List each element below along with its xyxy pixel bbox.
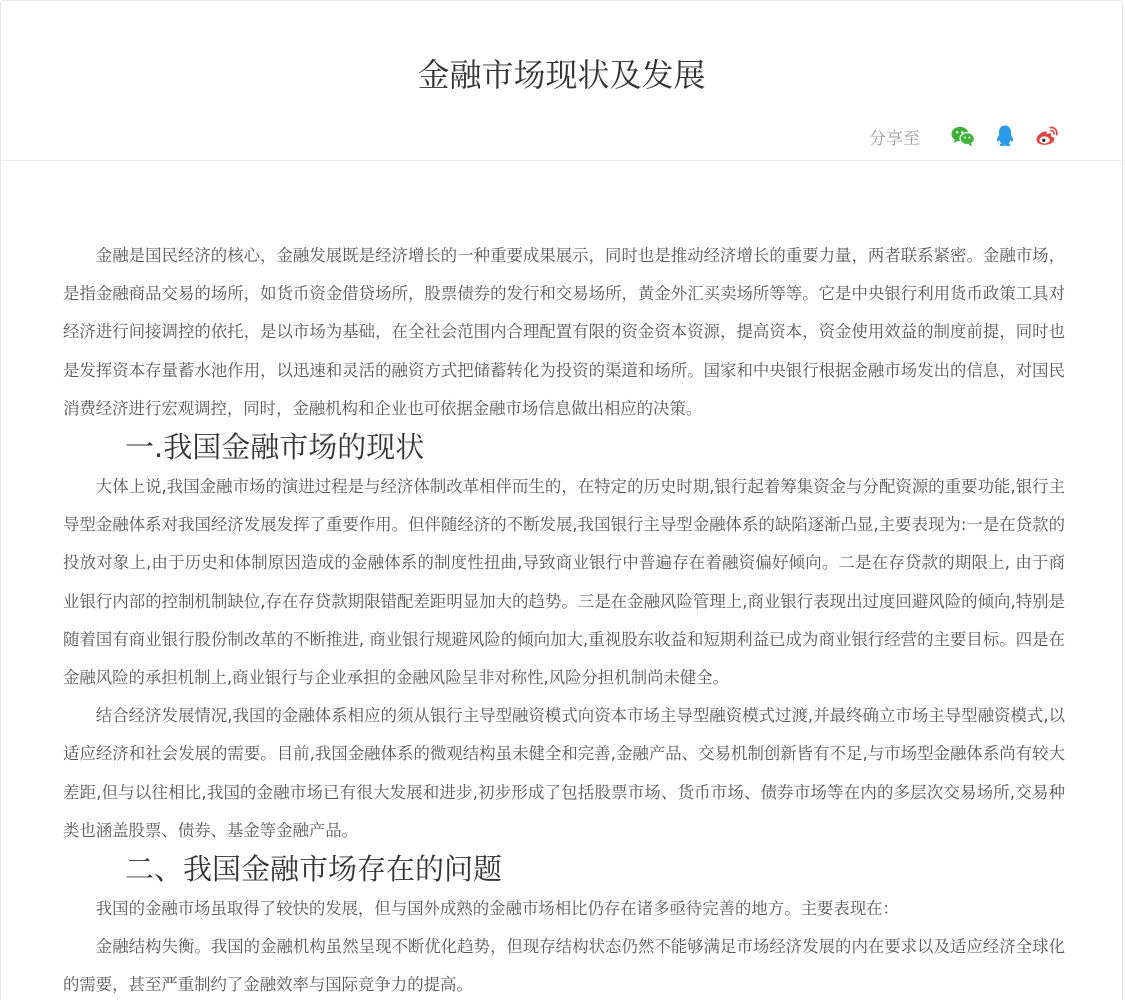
weibo-icon[interactable] [1034,123,1060,149]
qq-icon[interactable] [992,123,1018,149]
paragraph-status-summary: 结合经济发展情况,我国的金融体系相应的须从银行主导型融资模式向资本市场主导型融资模式过渡,并最终确立市场主导型融资模式,以适应经济和社会发展的需要。目前,我国金融体系的微观结构虽未健全和完善,金融产品、交易机制创新皆有不足,与市场型金融体系尚有较大差距,但与以往相比,我国的金融市场已有很大发展和进步,初步形成了包括股票市场、货币市场、债券市场等在内的多层次交易场所,交易种类也涵盖股票、债券、基金等金融产品。 [63,706,1065,840]
intro-paragraph: 金融是国民经济的核心，金融发展既是经济增长的一种重要成果展示，同时也是推动经济增长的重要力量，两者联系紧密。金融市场，是指金融商品交易的场所，如货币资金借贷场所，股票债券的发行和交易场所，黄金外汇买卖场所等等。它是中央银行利用货币政策工具对经济进行间接调控的依托，是以市场为基础，在全社会范围内合理配置有限的资金资本资源，提高资本，资金使用效益的制度前提，同时也是发挥资本存量蓄水池作用，以迅速和灵活的融资方式把储蓄转化为投资的渠道和场所。国家和中央银行根据金融市场发出的信息，对国民消费经济进行宏观调控，同时，金融机构和企业也可依据金融市场信息做出相应的决策。 [63,246,1065,418]
paragraph-structure-imbalance: 金融结构失衡。我国的金融机构虽然呈现不断优化趋势，但现存结构状态仍然不能够满足市场经济发展的内在要求以及适应经济全球化的需要，甚至严重制约了金融效率与国际竞争力的提高。 [63,937,1065,995]
article-body [63,237,1065,1000]
page-title: 金融市场现状及发展 [417,56,706,94]
share-bar [869,123,1060,149]
share-label: 分享至 [869,128,920,149]
wechat-icon[interactable] [950,123,976,149]
paragraph-status-detail: 大体上说,我国金融市场的演进过程是与经济体制改革相伴而生的，在特定的历史时期,银行起着筹集资金与分配资源的重要功能,银行主导型金融体系对我国经济发展发挥了重要作用。但伴随经济的不断发展,我国银行主导型金融体系的缺陷逐渐凸显,主要表现为:一是在贷款的投放对象上,由于历史和体制原因造成的金融体系的制度性扭曲,导致商业银行中普遍存在着融资偏好倾向。二是在存贷款的期限上, 由于商业银行内部的控制机制缺位,存在存贷款期限错配差距明显加大的趋势。三是在金融风险管理上,商业银行表现出过度回避风险的倾向,特别是随着国有商业银行股份制改革的不断推进, 商业银行规避风险的倾向加大,重视股东收益和短期利益已成为商业银行经营的主要目标。四是在金融风险的承担机制上,商业银行与企业承担的金融风险呈非对称性,风险分担机制尚未健全。 [63,477,1065,688]
paragraph-problems-intro: 我国的金融市场虽取得了较快的发展，但与国外成熟的金融市场相比仍存在诸多亟待完善的地方。主要表现在： [95,899,899,919]
article-header [1,1,1122,161]
section-heading-status: 一.我国金融市场的现状 [125,430,425,465]
section-heading-problems: 二、我国金融市场存在的问题 [125,852,503,887]
